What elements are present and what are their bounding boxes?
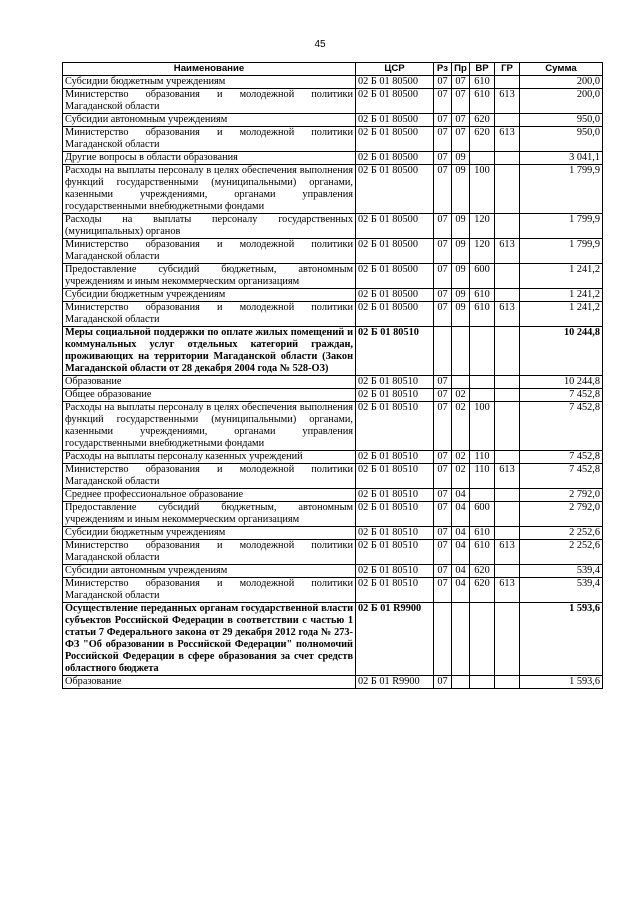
table-row xyxy=(63,152,603,165)
cell-gr xyxy=(495,603,520,676)
cell-gr: 613 xyxy=(495,302,520,327)
cell-vr xyxy=(470,152,495,165)
cell-csr: 02 Б 01 80500 xyxy=(356,114,434,127)
cell-rz: 07 xyxy=(434,489,452,502)
cell-pr: 04 xyxy=(452,527,470,540)
cell-sum: 7 452,8 xyxy=(520,464,603,489)
header-csr: ЦСР xyxy=(356,63,434,76)
cell-pr xyxy=(452,603,470,676)
cell-name: Расходы на выплаты персоналу в целях обеспечения выполнения функций государственными (муниципальными) органами, казенными учреждениями, органами управления государственными внебюджетными фондами xyxy=(63,165,356,214)
table-row xyxy=(63,89,603,114)
table-row xyxy=(63,389,603,402)
page-number: 45 xyxy=(314,39,326,50)
cell-pr: 09 xyxy=(452,152,470,165)
cell-sum: 950,0 xyxy=(520,127,603,152)
header-gr: ГР xyxy=(495,63,520,76)
cell-csr: 02 Б 01 80500 xyxy=(356,239,434,264)
cell-sum: 7 452,8 xyxy=(520,389,603,402)
cell-rz: 07 xyxy=(434,289,452,302)
cell-name: Министерство образования и молодежной политики Магаданской области xyxy=(63,302,356,327)
cell-vr: 110 xyxy=(470,464,495,489)
cell-name: Расходы на выплаты персоналу государственных (муниципальных) органов xyxy=(63,214,356,239)
cell-csr: 02 Б 01 80510 xyxy=(356,489,434,502)
cell-sum: 10 244,8 xyxy=(520,327,603,376)
table-row xyxy=(63,451,603,464)
cell-name: Субсидии бюджетным учреждениям xyxy=(63,289,356,302)
header-rz: Рз xyxy=(434,63,452,76)
header-sum: Сумма xyxy=(520,63,603,76)
cell-sum: 1 241,2 xyxy=(520,264,603,289)
cell-rz: 07 xyxy=(434,527,452,540)
cell-pr: 07 xyxy=(452,114,470,127)
table-row xyxy=(63,578,603,603)
cell-gr xyxy=(495,389,520,402)
cell-vr xyxy=(470,389,495,402)
cell-pr: 04 xyxy=(452,502,470,527)
cell-pr: 04 xyxy=(452,540,470,565)
cell-csr: 02 Б 01 80500 xyxy=(356,289,434,302)
cell-vr: 620 xyxy=(470,578,495,603)
cell-csr: 02 Б 01 R9900 xyxy=(356,676,434,689)
table-row xyxy=(63,264,603,289)
cell-name: Министерство образования и молодежной политики Магаданской области xyxy=(63,127,356,152)
table-row xyxy=(63,76,603,89)
cell-sum: 200,0 xyxy=(520,89,603,114)
table-row xyxy=(63,239,603,264)
cell-vr: 610 xyxy=(470,89,495,114)
table-row xyxy=(63,464,603,489)
cell-pr: 09 xyxy=(452,264,470,289)
table-row xyxy=(63,165,603,214)
cell-sum: 1 799,9 xyxy=(520,214,603,239)
cell-gr: 613 xyxy=(495,464,520,489)
cell-name: Образование xyxy=(63,676,356,689)
cell-vr: 100 xyxy=(470,165,495,214)
cell-csr: 02 Б 01 80500 xyxy=(356,76,434,89)
table-row xyxy=(63,376,603,389)
cell-name: Субсидии бюджетным учреждениям xyxy=(63,76,356,89)
cell-pr xyxy=(452,676,470,689)
cell-gr xyxy=(495,289,520,302)
cell-rz: 07 xyxy=(434,152,452,165)
cell-rz: 07 xyxy=(434,264,452,289)
cell-pr: 09 xyxy=(452,165,470,214)
cell-name: Субсидии автономным учреждениям xyxy=(63,114,356,127)
cell-pr: 07 xyxy=(452,127,470,152)
cell-gr xyxy=(495,114,520,127)
cell-rz: 07 xyxy=(434,214,452,239)
cell-rz: 07 xyxy=(434,239,452,264)
cell-sum: 1 593,6 xyxy=(520,676,603,689)
cell-gr xyxy=(495,152,520,165)
cell-gr xyxy=(495,502,520,527)
cell-sum: 950,0 xyxy=(520,114,603,127)
cell-sum: 2 252,6 xyxy=(520,527,603,540)
cell-pr: 02 xyxy=(452,402,470,451)
cell-vr: 610 xyxy=(470,302,495,327)
cell-rz: 07 xyxy=(434,389,452,402)
table-row xyxy=(63,603,603,676)
cell-rz: 07 xyxy=(434,451,452,464)
cell-name: Министерство образования и молодежной политики Магаданской области xyxy=(63,89,356,114)
cell-vr: 620 xyxy=(470,114,495,127)
cell-gr xyxy=(495,451,520,464)
cell-rz: 07 xyxy=(434,578,452,603)
cell-vr: 620 xyxy=(470,565,495,578)
cell-pr xyxy=(452,376,470,389)
cell-pr: 04 xyxy=(452,489,470,502)
cell-name: Предоставление субсидий бюджетным, автономным учреждениям и иным некоммерческим организациям xyxy=(63,264,356,289)
cell-pr: 02 xyxy=(452,464,470,489)
cell-pr xyxy=(452,327,470,376)
cell-sum: 10 244,8 xyxy=(520,376,603,389)
cell-pr: 09 xyxy=(452,239,470,264)
cell-csr: 02 Б 01 80500 xyxy=(356,165,434,214)
cell-csr: 02 Б 01 80500 xyxy=(356,152,434,165)
cell-sum: 200,0 xyxy=(520,76,603,89)
cell-rz: 07 xyxy=(434,540,452,565)
cell-pr: 02 xyxy=(452,389,470,402)
table-row xyxy=(63,302,603,327)
table-row xyxy=(63,502,603,527)
cell-sum: 2 792,0 xyxy=(520,489,603,502)
table-row xyxy=(63,402,603,451)
cell-gr xyxy=(495,327,520,376)
cell-gr: 613 xyxy=(495,89,520,114)
cell-csr: 02 Б 01 80510 xyxy=(356,527,434,540)
cell-rz xyxy=(434,327,452,376)
cell-sum: 7 452,8 xyxy=(520,451,603,464)
table-row xyxy=(63,565,603,578)
cell-sum: 7 452,8 xyxy=(520,402,603,451)
cell-name: Расходы на выплаты персоналу в целях обеспечения выполнения функций государственными (муниципальными) органами, казенными учреждениями, органами управления государственными внебюджетными фондами xyxy=(63,402,356,451)
cell-name: Министерство образования и молодежной политики Магаданской области xyxy=(63,239,356,264)
table-row xyxy=(63,327,603,376)
cell-rz xyxy=(434,603,452,676)
cell-csr: 02 Б 01 80510 xyxy=(356,578,434,603)
cell-vr xyxy=(470,603,495,676)
cell-rz: 07 xyxy=(434,676,452,689)
cell-csr: 02 Б 01 80510 xyxy=(356,464,434,489)
cell-vr: 610 xyxy=(470,540,495,565)
cell-gr xyxy=(495,402,520,451)
cell-rz: 07 xyxy=(434,114,452,127)
cell-name: Среднее профессиональное образование xyxy=(63,489,356,502)
cell-sum: 3 041,1 xyxy=(520,152,603,165)
cell-name: Субсидии автономным учреждениям xyxy=(63,565,356,578)
cell-sum: 2 252,6 xyxy=(520,540,603,565)
cell-name: Образование xyxy=(63,376,356,389)
cell-rz: 07 xyxy=(434,76,452,89)
cell-sum: 1 799,9 xyxy=(520,165,603,214)
cell-gr: 613 xyxy=(495,540,520,565)
cell-csr: 02 Б 01 80500 xyxy=(356,214,434,239)
table-row xyxy=(63,214,603,239)
cell-gr xyxy=(495,676,520,689)
cell-pr: 09 xyxy=(452,214,470,239)
cell-gr xyxy=(495,489,520,502)
cell-rz: 07 xyxy=(434,464,452,489)
cell-sum: 1 799,9 xyxy=(520,239,603,264)
cell-pr: 09 xyxy=(452,289,470,302)
table-row xyxy=(63,676,603,689)
cell-pr: 09 xyxy=(452,302,470,327)
cell-vr: 100 xyxy=(470,402,495,451)
cell-vr xyxy=(470,327,495,376)
cell-name: Осуществление переданных органам государственной власти субъектов Российской Федерации в соответствии с частью 1 статьи 7 Федерального закона от 29 декабря 2012 года № 273-ФЗ "Об образовании в Российской Федерации" полномочий Российской Федерации в сфере образования за счет средств областного бюджета xyxy=(63,603,356,676)
cell-name: Меры социальной поддержки по оплате жилых помещений и коммунальных услуг отдельных категорий граждан, проживающих на территории Магаданской области (Закон Магаданской области от 28 декабря 2004 года № 528-ОЗ) xyxy=(63,327,356,376)
header-pr: Пр xyxy=(452,63,470,76)
cell-vr: 610 xyxy=(470,527,495,540)
cell-gr: 613 xyxy=(495,239,520,264)
cell-rz: 07 xyxy=(434,376,452,389)
header-vr: ВР xyxy=(470,63,495,76)
table-row xyxy=(63,527,603,540)
cell-rz: 07 xyxy=(434,302,452,327)
cell-gr: 613 xyxy=(495,127,520,152)
cell-gr xyxy=(495,165,520,214)
cell-name: Расходы на выплаты персоналу казенных учреждений xyxy=(63,451,356,464)
cell-name: Субсидии бюджетным учреждениям xyxy=(63,527,356,540)
cell-csr: 02 Б 01 80510 xyxy=(356,376,434,389)
cell-gr xyxy=(495,214,520,239)
cell-gr xyxy=(495,376,520,389)
cell-name: Министерство образования и молодежной политики Магаданской области xyxy=(63,464,356,489)
cell-rz: 07 xyxy=(434,502,452,527)
cell-name: Общее образование xyxy=(63,389,356,402)
cell-vr xyxy=(470,376,495,389)
cell-sum: 539,4 xyxy=(520,578,603,603)
table-header-row xyxy=(63,63,603,76)
cell-gr xyxy=(495,527,520,540)
cell-name: Другие вопросы в области образования xyxy=(63,152,356,165)
cell-name: Министерство образования и молодежной политики Магаданской области xyxy=(63,578,356,603)
cell-pr: 02 xyxy=(452,451,470,464)
cell-pr: 07 xyxy=(452,89,470,114)
cell-pr: 04 xyxy=(452,578,470,603)
cell-csr: 02 Б 01 80510 xyxy=(356,451,434,464)
cell-vr: 610 xyxy=(470,289,495,302)
cell-csr: 02 Б 01 80500 xyxy=(356,264,434,289)
table-row xyxy=(63,127,603,152)
header-name: Наименование xyxy=(63,63,356,76)
table-row xyxy=(63,114,603,127)
cell-gr xyxy=(495,76,520,89)
cell-csr: 02 Б 01 80510 xyxy=(356,565,434,578)
cell-vr: 120 xyxy=(470,214,495,239)
cell-sum: 1 593,6 xyxy=(520,603,603,676)
cell-vr: 600 xyxy=(470,502,495,527)
cell-rz: 07 xyxy=(434,165,452,214)
budget-table xyxy=(62,62,603,689)
cell-csr: 02 Б 01 80510 xyxy=(356,402,434,451)
cell-gr xyxy=(495,565,520,578)
cell-gr: 613 xyxy=(495,578,520,603)
cell-vr xyxy=(470,676,495,689)
cell-csr: 02 Б 01 80510 xyxy=(356,389,434,402)
cell-sum: 1 241,2 xyxy=(520,289,603,302)
cell-name: Министерство образования и молодежной политики Магаданской области xyxy=(63,540,356,565)
table-row xyxy=(63,289,603,302)
cell-vr xyxy=(470,489,495,502)
cell-vr: 620 xyxy=(470,127,495,152)
cell-vr: 120 xyxy=(470,239,495,264)
cell-csr: 02 Б 01 R9900 xyxy=(356,603,434,676)
cell-rz: 07 xyxy=(434,127,452,152)
cell-rz: 07 xyxy=(434,565,452,578)
cell-csr: 02 Б 01 80510 xyxy=(356,502,434,527)
cell-pr: 07 xyxy=(452,76,470,89)
cell-csr: 02 Б 01 80510 xyxy=(356,540,434,565)
cell-vr: 610 xyxy=(470,76,495,89)
cell-rz: 07 xyxy=(434,402,452,451)
table-row xyxy=(63,489,603,502)
cell-sum: 539,4 xyxy=(520,565,603,578)
cell-csr: 02 Б 01 80500 xyxy=(356,127,434,152)
cell-pr: 04 xyxy=(452,565,470,578)
cell-sum: 2 792,0 xyxy=(520,502,603,527)
cell-csr: 02 Б 01 80500 xyxy=(356,89,434,114)
cell-rz: 07 xyxy=(434,89,452,114)
cell-vr: 600 xyxy=(470,264,495,289)
cell-csr: 02 Б 01 80500 xyxy=(356,302,434,327)
cell-vr: 110 xyxy=(470,451,495,464)
cell-csr: 02 Б 01 80510 xyxy=(356,327,434,376)
table-row xyxy=(63,540,603,565)
cell-sum: 1 241,2 xyxy=(520,302,603,327)
cell-gr xyxy=(495,264,520,289)
cell-name: Предоставление субсидий бюджетным, автономным учреждениям и иным некоммерческим организациям xyxy=(63,502,356,527)
